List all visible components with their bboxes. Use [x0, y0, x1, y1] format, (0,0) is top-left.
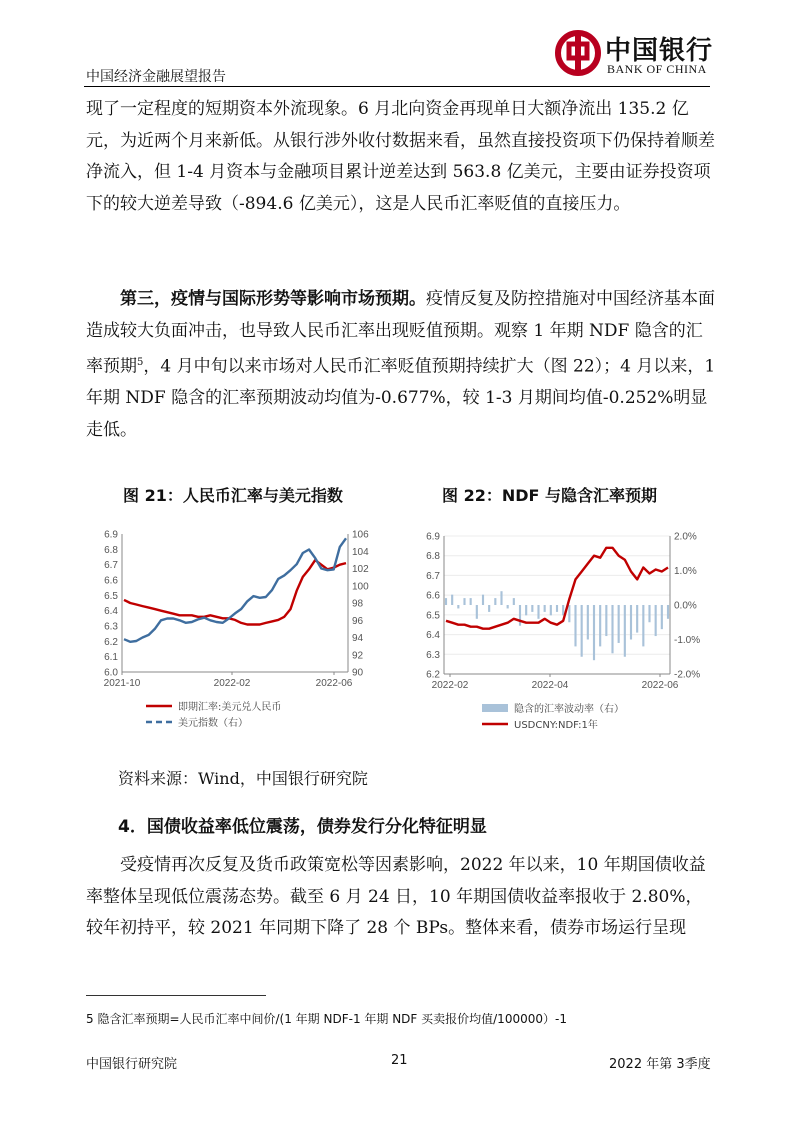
- volatility-bar: [630, 605, 632, 640]
- y-tick-right: 102: [352, 564, 369, 575]
- volatility-bar: [574, 605, 576, 646]
- y-tick-left: 6.4: [104, 606, 118, 618]
- volatility-bar: [463, 598, 465, 605]
- volatility-bar: [655, 605, 657, 636]
- footnote-ref[interactable]: 5: [137, 357, 144, 368]
- section-title: 4．国债收益率低位震荡，债券发行分化特征明显: [118, 817, 487, 837]
- x-tick-label: 2022-06: [641, 680, 679, 691]
- y-tick-left: 6.9: [426, 531, 440, 543]
- bank-of-china-emblem-icon: [555, 30, 601, 76]
- volatility-bar: [581, 605, 583, 657]
- y-tick-right: 90: [352, 667, 364, 679]
- y-tick-right: 0.0%: [674, 600, 697, 612]
- y-tick-right: 94: [352, 633, 364, 644]
- legend-swatch-bar: [482, 704, 508, 712]
- y-tick-right: 96: [352, 615, 364, 627]
- chart-rmb-usd-index: [86, 522, 386, 750]
- x-tick-label: 2022-02: [431, 680, 469, 691]
- volatility-bar: [451, 595, 453, 605]
- volatility-bar: [599, 605, 601, 646]
- volatility-bar: [587, 605, 589, 640]
- footnote-text: 5 隐含汇率预期=人民币汇率中间价/(1 年期 NDF-1 年期 NDF 买卖报价均值/100000）-1: [86, 1012, 567, 1026]
- volatility-bar: [513, 598, 515, 605]
- page-number: 21: [391, 1053, 408, 1068]
- footer-left: 中国银行研究院: [86, 1057, 178, 1072]
- y-tick-left: 6.3: [104, 621, 118, 633]
- volatility-bar: [562, 605, 564, 615]
- volatility-bar: [624, 605, 626, 657]
- legend-label: 即期汇率:美元兑人民币: [178, 702, 282, 713]
- x-tick-label: 2022-06: [315, 678, 353, 689]
- volatility-bar: [556, 605, 558, 612]
- volatility-bar: [525, 605, 527, 615]
- y-tick-right: 92: [352, 650, 364, 662]
- volatility-bar: [661, 605, 663, 629]
- paragraph-body: 疫情反复及防控措施对中国经济基本面造成较大负面冲击，也导致人民币汇率出现贬值预期。观察 1 年期 NDF 隐含的汇率预期: [86, 289, 715, 377]
- volatility-bar: [648, 605, 650, 622]
- volatility-bar: [593, 605, 595, 660]
- source-note: 资料来源：Wind，中国银行研究院: [118, 769, 368, 788]
- y-tick-right: 1.0%: [674, 566, 697, 577]
- header-rule: [84, 86, 710, 87]
- legend-label: 美元指数（右）: [178, 718, 248, 729]
- y-tick-left: 6.4: [426, 630, 440, 642]
- bank-logo: [555, 28, 715, 84]
- y-tick-right: -2.0%: [674, 669, 701, 681]
- volatility-bar: [488, 605, 490, 612]
- paragraph-capital-outflow: [86, 94, 716, 220]
- figure-22-title: 图 22：NDF 与隐含汇率预期: [442, 486, 658, 505]
- y-tick-left: 6.9: [104, 529, 118, 541]
- volatility-bar: [519, 605, 521, 626]
- volatility-bar: [636, 605, 638, 633]
- figure-21-title: 图 21：人民币汇率与美元指数: [123, 486, 343, 505]
- y-tick-left: 6.5: [426, 610, 440, 622]
- y-tick-left: 6.0: [104, 667, 118, 679]
- paragraph-text: 受疫情再次反复及货币政策宽松等因素影响，2022 年以来，10 年期国债收益率整体呈现低位震荡态势。截至 6 月 24 日，10 年期国债收益率报收于 2.80%，较年初持平，较 2021 年同期下降了 28 个 BPs。整体来看，债券市场运行呈现: [86, 855, 706, 938]
- volatility-bar: [531, 605, 533, 612]
- y-tick-right: 104: [352, 546, 369, 558]
- volatility-bar: [544, 605, 546, 612]
- y-tick-left: 6.6: [104, 575, 118, 587]
- y-tick-left: 6.6: [426, 590, 440, 602]
- volatility-bar: [568, 605, 570, 622]
- y-tick-left: 6.7: [426, 570, 440, 582]
- y-tick-left: 6.2: [426, 669, 440, 681]
- volatility-bar: [618, 605, 620, 643]
- footnote-rule: [86, 995, 266, 996]
- paragraph-body-cont: ，4 月中旬以来市场对人民币汇率贬值预期持续扩大（图 22）；4 月以来，1 年期 NDF 隐含的汇率预期波动均值为-0.677%，较 1-3 月期间均值-0.252%明显走低。: [86, 356, 716, 440]
- y-tick-left: 6.7: [104, 560, 118, 572]
- y-tick-left: 6.3: [426, 649, 440, 661]
- x-tick-label: 2022-02: [213, 678, 251, 689]
- volatility-bar: [507, 605, 509, 608]
- logo-chinese-name: 中国银行: [605, 36, 714, 66]
- x-tick-label: 2021-10: [103, 678, 141, 689]
- y-tick-right: 100: [352, 581, 369, 593]
- y-tick-left: 6.1: [104, 652, 118, 664]
- volatility-bar: [482, 595, 484, 605]
- footer-right: 2022 年第 3季度: [609, 1057, 711, 1072]
- series-line: [124, 538, 346, 642]
- y-tick-right: 98: [352, 598, 364, 610]
- x-tick-label: 2022-04: [531, 680, 569, 691]
- paragraph-market-expectation: [86, 284, 716, 446]
- y-tick-right: 106: [352, 529, 369, 541]
- paragraph-text: [86, 284, 716, 446]
- volatility-bar: [494, 598, 496, 605]
- volatility-bar: [537, 605, 539, 619]
- y-tick-left: 6.8: [426, 551, 440, 563]
- volatility-bar: [550, 605, 552, 615]
- y-tick-right: 2.0%: [674, 531, 697, 543]
- paragraph-lead: 第三，疫情与国际形势等影响市场预期。: [120, 289, 426, 309]
- legend-label: 隐含的汇率波动率（右）: [514, 704, 624, 715]
- y-tick-left: 6.8: [104, 544, 118, 556]
- y-tick-left: 6.2: [104, 636, 118, 648]
- volatility-bar: [457, 605, 459, 608]
- logo-english-name: BANK OF CHINA: [607, 62, 707, 76]
- report-title: 中国经济金融展望报告: [86, 69, 226, 85]
- series-line: [446, 548, 668, 629]
- volatility-bar: [500, 591, 502, 605]
- y-tick-left: 6.5: [104, 590, 118, 602]
- paragraph-text: 现了一定程度的短期资本外流现象。6 月北向资金再现单日大额净流出 135.2 亿元，为近两个月来新低。从银行涉外收付数据来看，虽然直接投资项下仍保持着顺差净流入，但 1-4 月资本与金融项目累计逆差达到 563.8 亿美元，主要由证券投资项下的较大逆差导致（-894.6 亿美元），这是人民币汇率贬值的直接压力。: [86, 99, 715, 214]
- volatility-bar: [470, 598, 472, 605]
- chart-ndf-implied-expectation: [412, 522, 712, 750]
- volatility-bar: [611, 605, 613, 653]
- legend-label: USDCNY:NDF:1年: [514, 720, 598, 731]
- volatility-bar: [445, 598, 447, 605]
- paragraph-bond-yield: [86, 850, 716, 945]
- y-tick-right: -1.0%: [674, 635, 701, 646]
- volatility-bar: [642, 605, 644, 646]
- volatility-bar: [605, 605, 607, 636]
- volatility-bar: [476, 605, 478, 619]
- volatility-bar: [667, 605, 669, 619]
